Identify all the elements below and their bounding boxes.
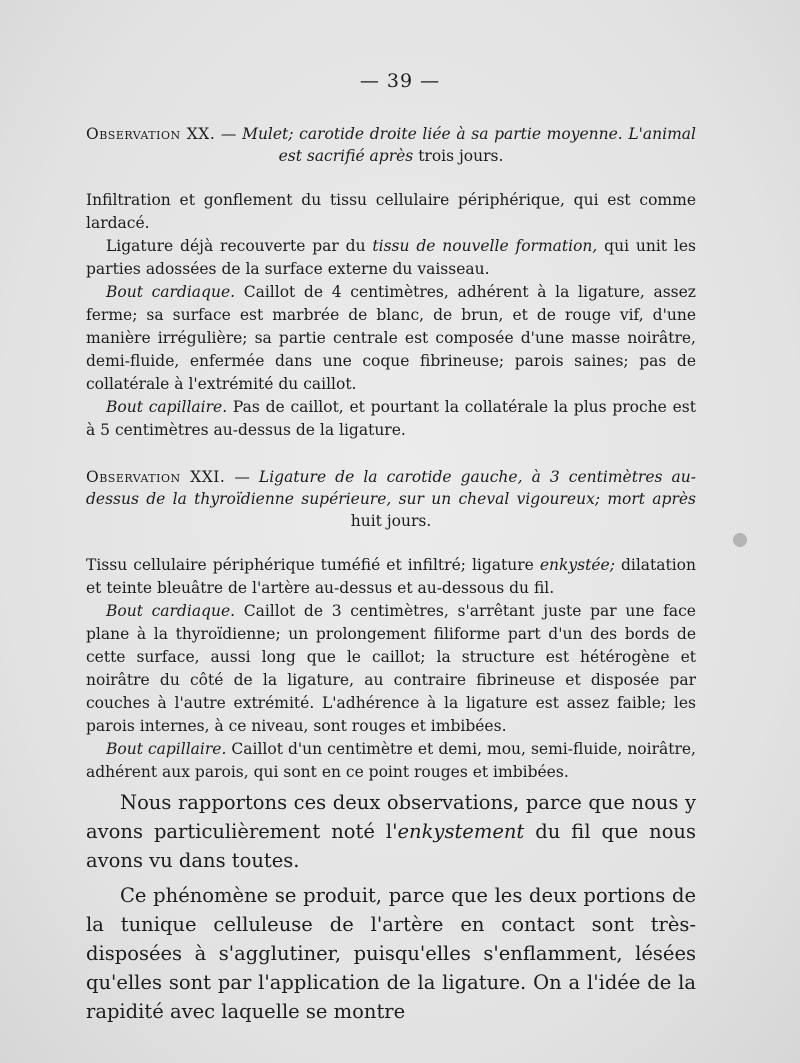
paragraph	[86, 788, 696, 875]
observation-20-heading-end: trois jours.	[418, 147, 504, 165]
text-run: Pas de caillot, et pourtant la collatérale la plus proche est à 5 centimètres au-dessus de la ligature.	[86, 398, 696, 439]
observation-21	[86, 466, 696, 784]
paragraph	[86, 738, 696, 784]
paragraph	[86, 554, 696, 600]
italic-run: tissu de nouvelle formation,	[372, 237, 598, 255]
observation-21-heading-text: — Ligature de la carotide gauche, à 3 centimètres au-dessus de la thyroïdienne supérieure, sur un cheval vigoureux; mort après	[86, 468, 696, 508]
paragraph: Ce phénomène se produit, parce que les deux portions de la tunique celluleuse de l'artère en contact sont très-disposées à s'agglutiner, puisqu'elles s'enflamment, lésées qu'elles sont par l'application de la ligature. On a l'idée de la rapidité avec laquelle se montre	[86, 884, 696, 1023]
italic-run: enkystée;	[539, 556, 615, 574]
observation-20	[86, 123, 696, 442]
italic-label: Bout cardiaque.	[106, 602, 236, 620]
observation-21-heading	[86, 466, 696, 532]
text-run: Caillot d'un centimètre et demi, mou, semi-fluide, noirâtre, adhérent aux parois, qui sont en ce point rouges et imbibées.	[86, 740, 696, 781]
observation-20-body	[86, 189, 696, 442]
paragraph	[86, 235, 696, 281]
observation-21-body	[86, 554, 696, 784]
observation-21-heading-end: huit jours.	[350, 512, 432, 530]
main-text	[86, 788, 696, 1026]
text-run: dilatation et teinte bleuâtre de l'artère au-dessus et au-dessous du fil.	[86, 556, 696, 597]
text-run: Tissu cellulaire périphérique tuméfié et infiltré; ligature	[86, 556, 534, 574]
paragraph	[86, 600, 696, 738]
text-run: Ligature déjà recouverte par du	[106, 237, 366, 255]
italic-label: Bout cardiaque.	[106, 283, 236, 301]
paragraph: Infiltration et gonflement du tissu cellulaire périphérique, qui est comme lardacé.	[86, 191, 696, 232]
text-run: Caillot de 3 centimètres, s'arrêtant juste par une face plane à la thyroïdienne; un prolongement filiforme part d'un des bords de cette surface, aussi long que le caillot; la structure est hétérogène et noirâtre du côté de la ligature, au contraire fibrineuse et disposée par couches à l'autre extrémité. L'adhérence à la ligature est assez faible; les parois internes, à ce niveau, sont rouges et imbibées.	[86, 602, 696, 735]
observation-20-label: Observation XX.	[86, 125, 216, 143]
text-run: Nous rapportons ces deux observations, parce que nous y avons particulièrement noté l'	[86, 791, 696, 843]
text-run: Caillot de 4 centimètres, adhérent à la ligature, assez ferme; sa surface est marbrée de blanc, de brun, et de rouge vif, d'une manière irrégulière; sa partie centrale est composée d'une masse noirâtre, demi-fluide, enfermée dans une coque fibrineuse; parois saines; pas de collatérale à l'extrémité du caillot.	[86, 283, 696, 393]
paragraph	[86, 396, 696, 442]
text-run: du fil que nous avons vu dans toutes.	[86, 820, 696, 872]
observation-20-heading-text: — Mulet; carotide droite liée à sa partie moyenne. L'animal est sacrifié après	[220, 125, 696, 165]
ink-spot	[733, 533, 747, 547]
page-number: — 39 —	[359, 70, 441, 92]
observation-20-heading	[86, 123, 696, 167]
text-run: qui unit les parties adossées de la surface externe du vaisseau.	[86, 237, 696, 278]
paragraph	[86, 281, 696, 396]
italic-label: Bout capillaire.	[106, 740, 227, 758]
italic-run: enkystement	[397, 820, 525, 843]
observation-21-label: Observation XXI.	[86, 468, 226, 486]
italic-label: Bout capillaire.	[106, 398, 228, 416]
